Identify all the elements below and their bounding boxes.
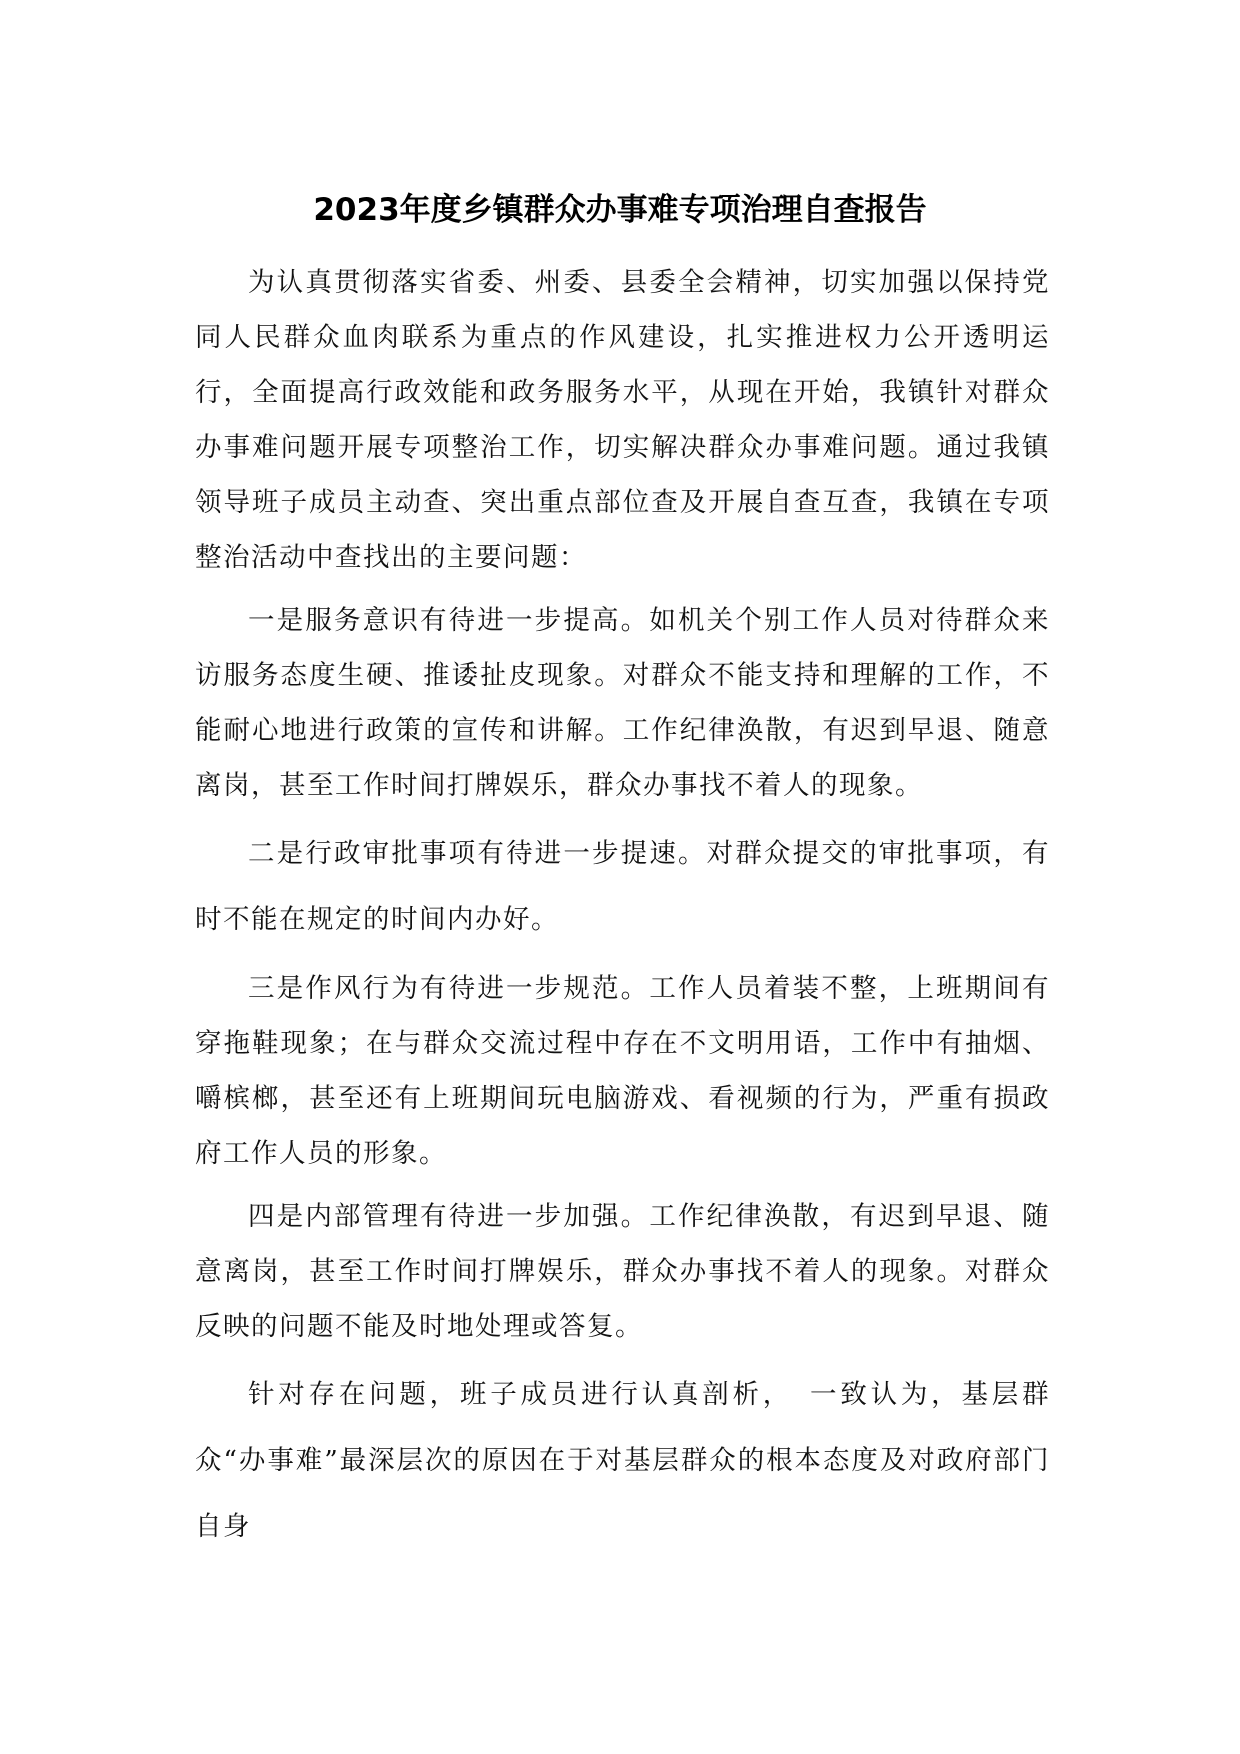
document-title: 2023年度乡镇群众办事难专项治理自查报告 bbox=[313, 192, 927, 228]
paragraph-issue-1: 一是服务意识有待进一步提高。如机关个别工作人员对待群众来访服务态度生硬、推诿扯皮现象。对群众不能支持和理解的工作，不能耐心地进行政策的宣传和讲解。工作纪律涣散，有迟到早退、随意离岗，甚至工作时间打牌娱乐，群众办事找不着人的现象。 bbox=[195, 605, 1050, 801]
paragraph-issue-2: 二是行政审批事项有待进一步提速。对群众提交的审批事项，有时不能在规定的时间内办好。 bbox=[195, 838, 1050, 935]
paragraph-issue-4: 四是内部管理有待进一步加强。工作纪律涣散，有迟到早退、随意离岗，甚至工作时间打牌娱乐，群众办事找不着人的现象。对群众反映的问题不能及时地处理或答复。 bbox=[195, 1201, 1050, 1342]
paragraph-intro: 为认真贯彻落实省委、州委、县委全会精神，切实加强以保持党同人民群众血肉联系为重点的作风建设，扎实推进权力公开透明运行，全面提高行政效能和政务服务水平，从现在开始，我镇针对群众办事难问题开展专项整治工作，切实解决群众办事难问题。通过我镇领导班子成员主动查、突出重点部位查及开展自查互查，我镇在专项整治活动中查找出的主要问题： bbox=[195, 267, 1050, 573]
document-body bbox=[195, 255, 1050, 1568]
paragraph-analysis: 针对存在问题，班子成员进行认真剖析， 一致认为，基层群众“办事难”最深层次的原因在于对基层群众的根本态度及对政府部门自身 bbox=[195, 1379, 1050, 1542]
paragraph-issue-3: 三是作风行为有待进一步规范。工作人员着装不整，上班期间有穿拖鞋现象；在与群众交流过程中存在不文明用语，工作中有抽烟、嚼槟榔，甚至还有上班期间玩电脑游戏、看视频的行为，严重有损政府工作人员的形象。 bbox=[195, 973, 1050, 1169]
